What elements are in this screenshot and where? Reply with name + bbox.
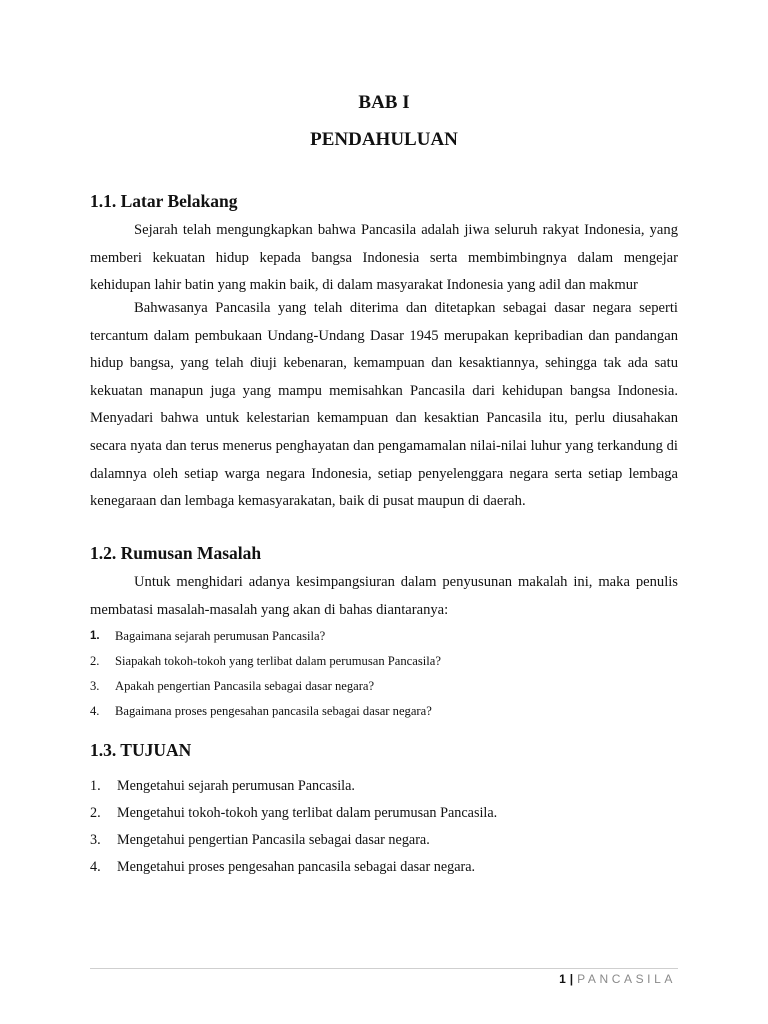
paragraph-latar-belakang-2: Bahwasanya Pancasila yang telah diterima dan ditetapkan sebagai dasar negara seperti tercantum dalam pembukaan Undang-Undang Dasar 1945 merupakan kepribadian dan pandangan hidup bangsa, yang telah diuji kebenaran, kemampuan dan kesaktiannya, sehingga tak ada satu kekuatan manapun juga yang mampu memisahkan Pancasila dari kehidupan bangsa Indonesia. Menyadari bahwa untuk kelestarian kemampuan dan kesaktian Pancasila itu, perlu diusahakan secara nyata dan terus menerus penghayatan dan pengamamalan nilai-nilai luhur yang terkandung di dalamnya oleh setiap warga negara Indonesia, setiap penyelenggara negara serta setiap lembaga kenegaraan dan lembaga kemasyarakatan, baik di pusat maupun di daerah. (90, 300, 678, 510)
list-item-text: Mengetahui tokoh-tokoh yang terlibat dalam perumusan Pancasila. (117, 805, 498, 821)
list-item-number: 1. (90, 778, 101, 794)
page-footer (559, 972, 676, 986)
list-item-text: Bagaimana sejarah perumusan Pancasila? (115, 629, 326, 643)
chapter-title: PENDAHULUAN (310, 129, 458, 150)
section-heading-tujuan: 1.3. TUJUAN (90, 740, 192, 760)
footer-separator: | (569, 972, 574, 986)
list-item-text: Mengetahui pengertian Pancasila sebagai dasar negara. (117, 832, 430, 848)
paragraph-rumusan-masalah: Untuk menghidari adanya kesimpangsiuran dalam penyusunan makalah ini, maka penulis membatasi masalah-masalah yang akan di bahas diantaranya: (90, 574, 678, 618)
list-item-text: Bagaimana proses pengesahan pancasila sebagai dasar negara? (115, 704, 432, 718)
list-item-number: 3. (90, 832, 101, 848)
list-item-text: Apakah pengertian Pancasila sebagai dasar negara? (115, 679, 375, 693)
page-number: 1 (559, 972, 566, 986)
list-item-number: 4. (90, 859, 101, 875)
footer-divider (90, 968, 678, 969)
running-title: PANCASILA (577, 972, 676, 986)
section-heading-rumusan-masalah: 1.2. Rumusan Masalah (90, 543, 262, 563)
list-item-text: Mengetahui proses pengesahan pancasila sebagai dasar negara. (117, 859, 476, 875)
chapter-number: BAB I (358, 92, 410, 113)
list-item-number: 4. (90, 704, 100, 718)
list-item-number: 3. (90, 679, 100, 693)
list-item-text: Siapakah tokoh-tokoh yang terlibat dalam perumusan Pancasila? (115, 654, 441, 668)
list-item-number: 1. (90, 630, 100, 642)
list-item-text: Mengetahui sejarah perumusan Pancasila. (117, 778, 355, 794)
list-item-number: 2. (90, 805, 101, 821)
paragraph-latar-belakang-1: Sejarah telah mengungkapkan bahwa Pancasila adalah jiwa seluruh rakyat Indonesia, yang memberi kekuatan hidup kepada bangsa Indonesia serta membimbingnya dalam mengejar kehidupan lahir batin yang makin baik, di dalam masyarakat Indonesia yang adil dan makmur (90, 222, 678, 294)
section-heading-latar-belakang: 1.1. Latar Belakang (90, 191, 238, 211)
list-item-number: 2. (90, 654, 100, 668)
